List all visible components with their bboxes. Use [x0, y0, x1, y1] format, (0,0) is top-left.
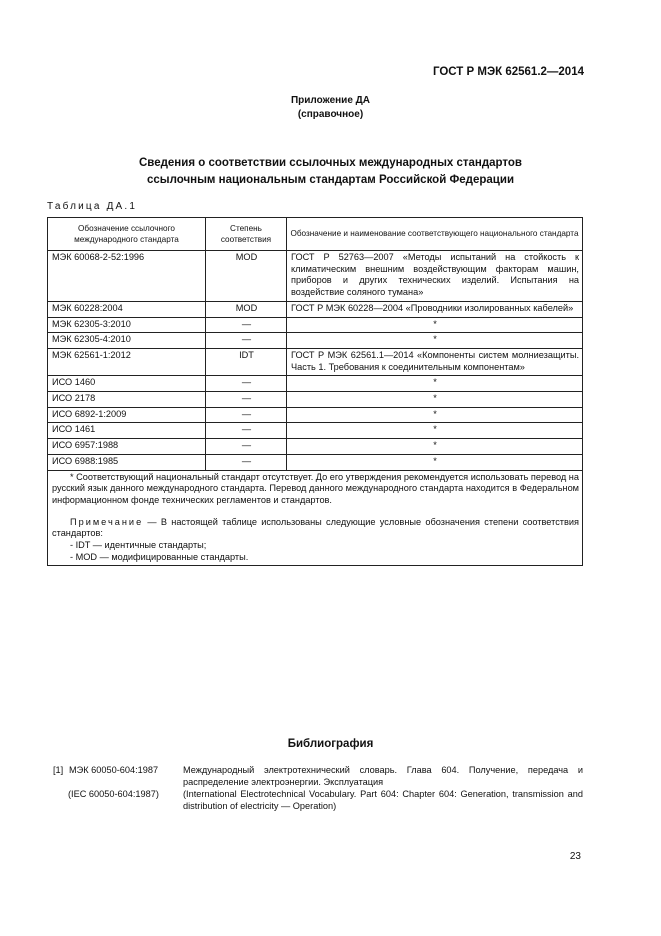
- cell-national: *: [287, 407, 583, 423]
- cell-degree: —: [206, 392, 287, 408]
- cell-standard: МЭК 60228:2004: [48, 301, 206, 317]
- cell-national: ГОСТ Р МЭК 62561.1—2014 «Компоненты систем молниезащиты. Часть 1. Требования к соединительным компонентам»: [287, 348, 583, 375]
- document-header: ГОСТ Р МЭК 62561.2—2014: [432, 66, 584, 78]
- appendix-subtitle: (справочное): [297, 109, 364, 120]
- table-row: [48, 251, 583, 302]
- table-row: [48, 317, 583, 333]
- cell-standard: ИСО 1461: [48, 423, 206, 439]
- bibliography-number: [1]: [53, 765, 64, 775]
- cell-degree: IDT: [206, 348, 287, 375]
- cell-degree: —: [206, 317, 287, 333]
- header-national-standard: Обозначение и наименование соответствующего национального стандарта: [287, 218, 583, 251]
- cell-standard: ИСО 6988:1985: [48, 454, 206, 470]
- cell-standard: МЭК 62561-1:2012: [48, 348, 206, 375]
- cell-standard: МЭК 60068-2-52:1996: [48, 251, 206, 302]
- table-row: [48, 392, 583, 408]
- bibliography-description: Международный электротехнический словарь. Глава 604. Получение, передача и распределение электроэнергии. Эксплуатация: [183, 765, 583, 787]
- note-label: Примечание: [70, 516, 144, 527]
- bibliography-description: (International Electrotechnical Vocabulary. Part 604: Chapter 604: Generation, transmission and distribution of electricity — Operation): [183, 789, 583, 811]
- bibliography-title: Библиография: [287, 738, 374, 750]
- cell-degree: —: [206, 333, 287, 349]
- table-footnote: * Соответствующий национальный стандарт отсутствует. До его утверждения рекомендуется использовать перевод на русский язык данного международного стандарта. Перевод данного международного стандарта находится в Федеральном информационном фонде технических регламентов и стандартов.: [52, 471, 579, 505]
- note-item: - MOD — модифицированные стандарты.: [70, 551, 249, 562]
- cell-national: *: [287, 317, 583, 333]
- table-header-row: [48, 218, 583, 251]
- table-row: [48, 439, 583, 455]
- cell-national: *: [287, 439, 583, 455]
- cell-national: *: [287, 423, 583, 439]
- section-title-line2: ссылочным национальным стандартам Российской Федерации: [146, 174, 515, 186]
- note-item: - IDT — идентичные стандарты;: [70, 540, 207, 551]
- cell-degree: —: [206, 407, 287, 423]
- cell-standard: МЭК 62305-3:2010: [48, 317, 206, 333]
- table-note: [52, 517, 579, 540]
- table-row: [48, 407, 583, 423]
- page-number: 23: [569, 851, 581, 862]
- table-caption: Таблица ДА.1: [47, 201, 138, 212]
- table-footer-row: [48, 470, 583, 566]
- section-title-line1: Сведения о соответствии ссылочных международных стандартов: [138, 157, 522, 169]
- cell-standard: ИСО 6957:1988: [48, 439, 206, 455]
- cell-national: ГОСТ Р МЭК 60228—2004 «Проводники изолированных кабелей»: [287, 301, 583, 317]
- table-row: [48, 348, 583, 375]
- cell-degree: —: [206, 376, 287, 392]
- table-row: [48, 301, 583, 317]
- correspondence-table: [47, 217, 583, 566]
- cell-national: *: [287, 333, 583, 349]
- table-row: [48, 376, 583, 392]
- cell-standard: МЭК 62305-4:2010: [48, 333, 206, 349]
- table-footer: [48, 470, 583, 566]
- table-row: [48, 333, 583, 349]
- cell-national: *: [287, 376, 583, 392]
- cell-degree: —: [206, 454, 287, 470]
- appendix-title: Приложение ДА: [290, 95, 371, 106]
- table-row: [48, 454, 583, 470]
- table-row: [48, 423, 583, 439]
- bibliography-standard: МЭК 60050-604:1987: [69, 765, 159, 775]
- cell-standard: ИСО 2178: [48, 392, 206, 408]
- cell-standard: ИСО 1460: [48, 376, 206, 392]
- cell-standard: ИСО 6892-1:2009: [48, 407, 206, 423]
- cell-degree: —: [206, 423, 287, 439]
- cell-degree: —: [206, 439, 287, 455]
- cell-national: *: [287, 454, 583, 470]
- cell-national: *: [287, 392, 583, 408]
- cell-national: ГОСТ Р 52763—2007 «Методы испытаний на стойкость к климатическим внешним воздействующим факторам машин, приборов и других технических изделий. Испытания на воздействие соляного тумана»: [287, 251, 583, 302]
- cell-degree: MOD: [206, 251, 287, 302]
- header-international-standard: Обозначение ссылочного международного стандарта: [48, 218, 206, 251]
- bibliography-standard: (IEC 60050-604:1987): [68, 789, 159, 799]
- note-text: — В настоящей таблице использованы следующие условные обозначения степени соответствия стандартов:: [52, 516, 579, 539]
- header-degree: Степень соответствия: [206, 218, 287, 251]
- cell-degree: MOD: [206, 301, 287, 317]
